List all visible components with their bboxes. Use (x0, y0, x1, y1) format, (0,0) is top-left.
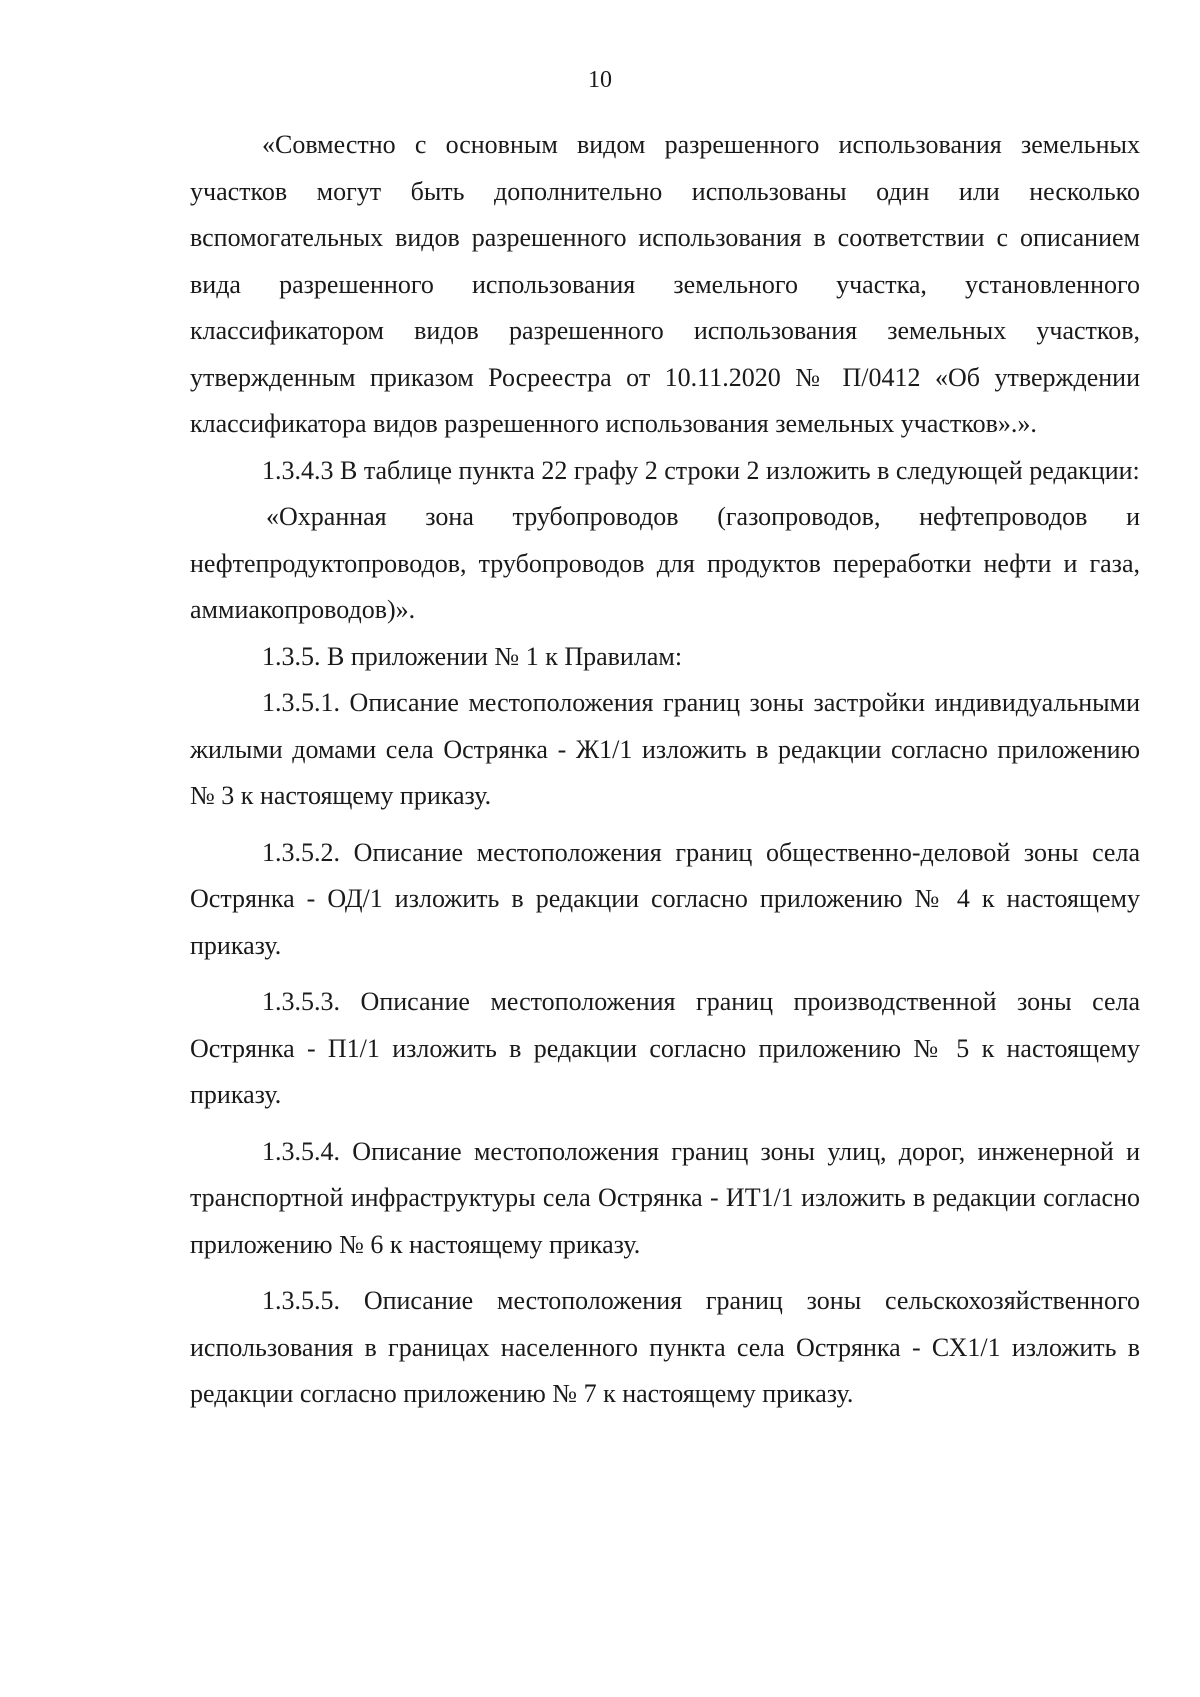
paragraph-vri-quote: «Совместно с основным видом разрешенного использования земельных участков могут быть дополнительно использованы один или несколько вспомогательных видов разрешенного использования в соответствии с описанием вида разрешенного использования земельного участка, установленного классификатором видов разрешенного использования земельных участков, утвержденным приказом Росреестра от 10.11.2020 № П/0412 «Об утверждении классификатора видов разрешенного использования земельных участков».». (190, 130, 1140, 438)
paragraph-1-3-5-1: 1.3.5.1. Описание местоположения границ зоны застройки индивидуальными жилыми домами села Острянка - Ж1/1 изложить в редакции согласно приложению № 3 к настоящему приказу. (190, 688, 1140, 810)
paragraph-1-3-5-5: 1.3.5.5. Описание местоположения границ зоны сельскохозяйственного использования в границах населенного пункта села Острянка - СХ1/1 изложить в редакции согласно приложению № 7 к настоящему приказу. (190, 1286, 1140, 1408)
document-body (190, 122, 1140, 1418)
paragraph-pipeline-quote: «Охранная зона трубопроводов (газопроводов, нефтепроводов и нефтепродуктопроводов, трубопроводов для продуктов переработки нефти и газа, аммиакопроводов)». (190, 502, 1140, 624)
paragraph-1-3-5-2: 1.3.5.2. Описание местоположения границ общественно-деловой зоны села Острянка - ОД/1 изложить в редакции согласно приложению № 4 к настоящему приказу. (190, 837, 1140, 960)
paragraph-1-3-5-4: 1.3.5.4. Описание местоположения границ зоны улиц, дорог, инженерной и транспортной инфраструктуры села Острянка - ИТ1/1 изложить в редакции согласно приложению № 6 к настоящему приказу. (190, 1136, 1140, 1259)
paragraph-1-3-5: 1.3.5. В приложении № 1 к Правилам: (262, 641, 683, 671)
page-number: 10 (588, 67, 612, 93)
paragraph-1-3-4-3: 1.3.4.3 В таблице пункта 22 графу 2 строки 2 изложить в следующей редакции: (262, 455, 1140, 485)
paragraph-1-3-5-3: 1.3.5.3. Описание местоположения границ производственной зоны села Острянка - П1/1 изложить в редакции согласно приложению № 5 к настоящему приказу. (190, 987, 1140, 1109)
